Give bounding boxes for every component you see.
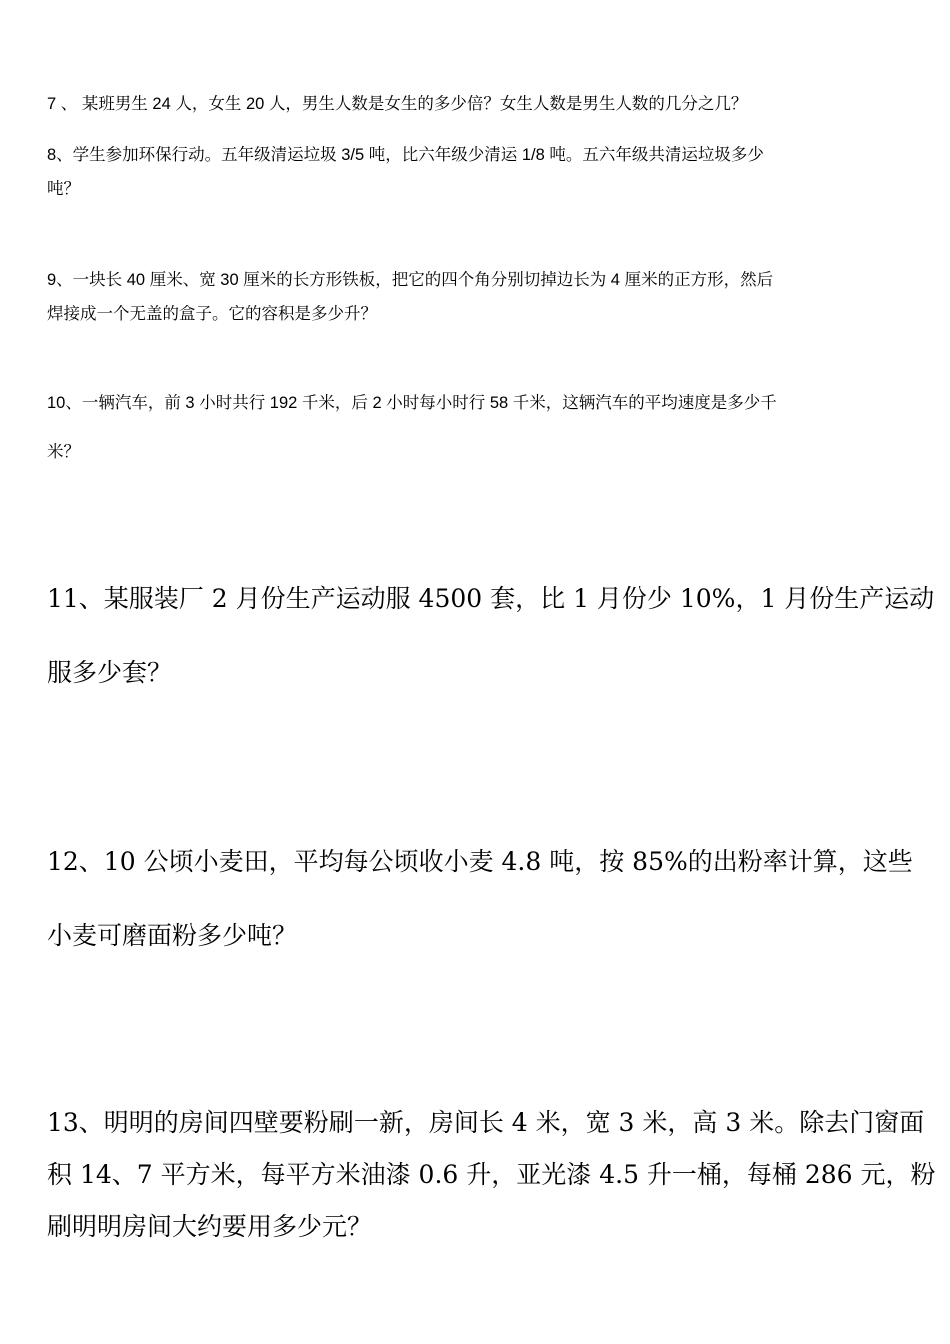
question-11-line-2: 服多少套？: [47, 658, 173, 687]
question-11-line-1: 11、某服装厂 2 月份生产运动服 4500 套，比 1 月份少 10%，1 月份生产运动: [47, 584, 935, 613]
question-12-line-1: 12、10 公顷小麦田，平均每公顷收小麦 4.8 吨，按 85%的出粉率计算，这些: [47, 847, 913, 876]
question-8-line-2: 吨？: [47, 180, 80, 198]
question-13-line-2: 积 14、7 平方米，每平方米油漆 0.6 升，亚光漆 4.5 升一桶，每桶 286 元，粉: [47, 1160, 936, 1189]
question-13-line-3: 刷明明房间大约要用多少元？: [47, 1212, 373, 1241]
question-13-line-1: 13、明明的房间四壁要粉刷一新，房间长 4 米，宽 3 米，高 3 米。除去门窗面: [47, 1108, 925, 1137]
question-12-line-2: 小麦可磨面粉多少吨？: [47, 921, 298, 950]
question-7-line-1: 7 、 某班男生 24 人，女生 20 人，男生人数是女生的多少倍？女生人数是男生人数的几分之几？: [47, 95, 748, 113]
question-10-line-1: 10、一辆汽车，前 3 小时共行 192 千米，后 2 小时每小时行 58 千米，这辆汽车的平均速度是多少千: [47, 394, 777, 412]
question-8-line-1: 8、学生参加环保行动。五年级清运垃圾 3/5 吨，比六年级少清运 1/8 吨。五六年级共清运垃圾多少: [47, 146, 764, 164]
question-9-line-1: 9、一块长 40 厘米、宽 30 厘米的长方形铁板，把它的四个角分别切掉边长为 4 厘米的正方形，然后: [47, 271, 774, 289]
question-9-line-2: 焊接成一个无盖的盒子。它的容积是多少升？: [47, 305, 377, 323]
question-10-line-2: 米？: [47, 443, 80, 461]
